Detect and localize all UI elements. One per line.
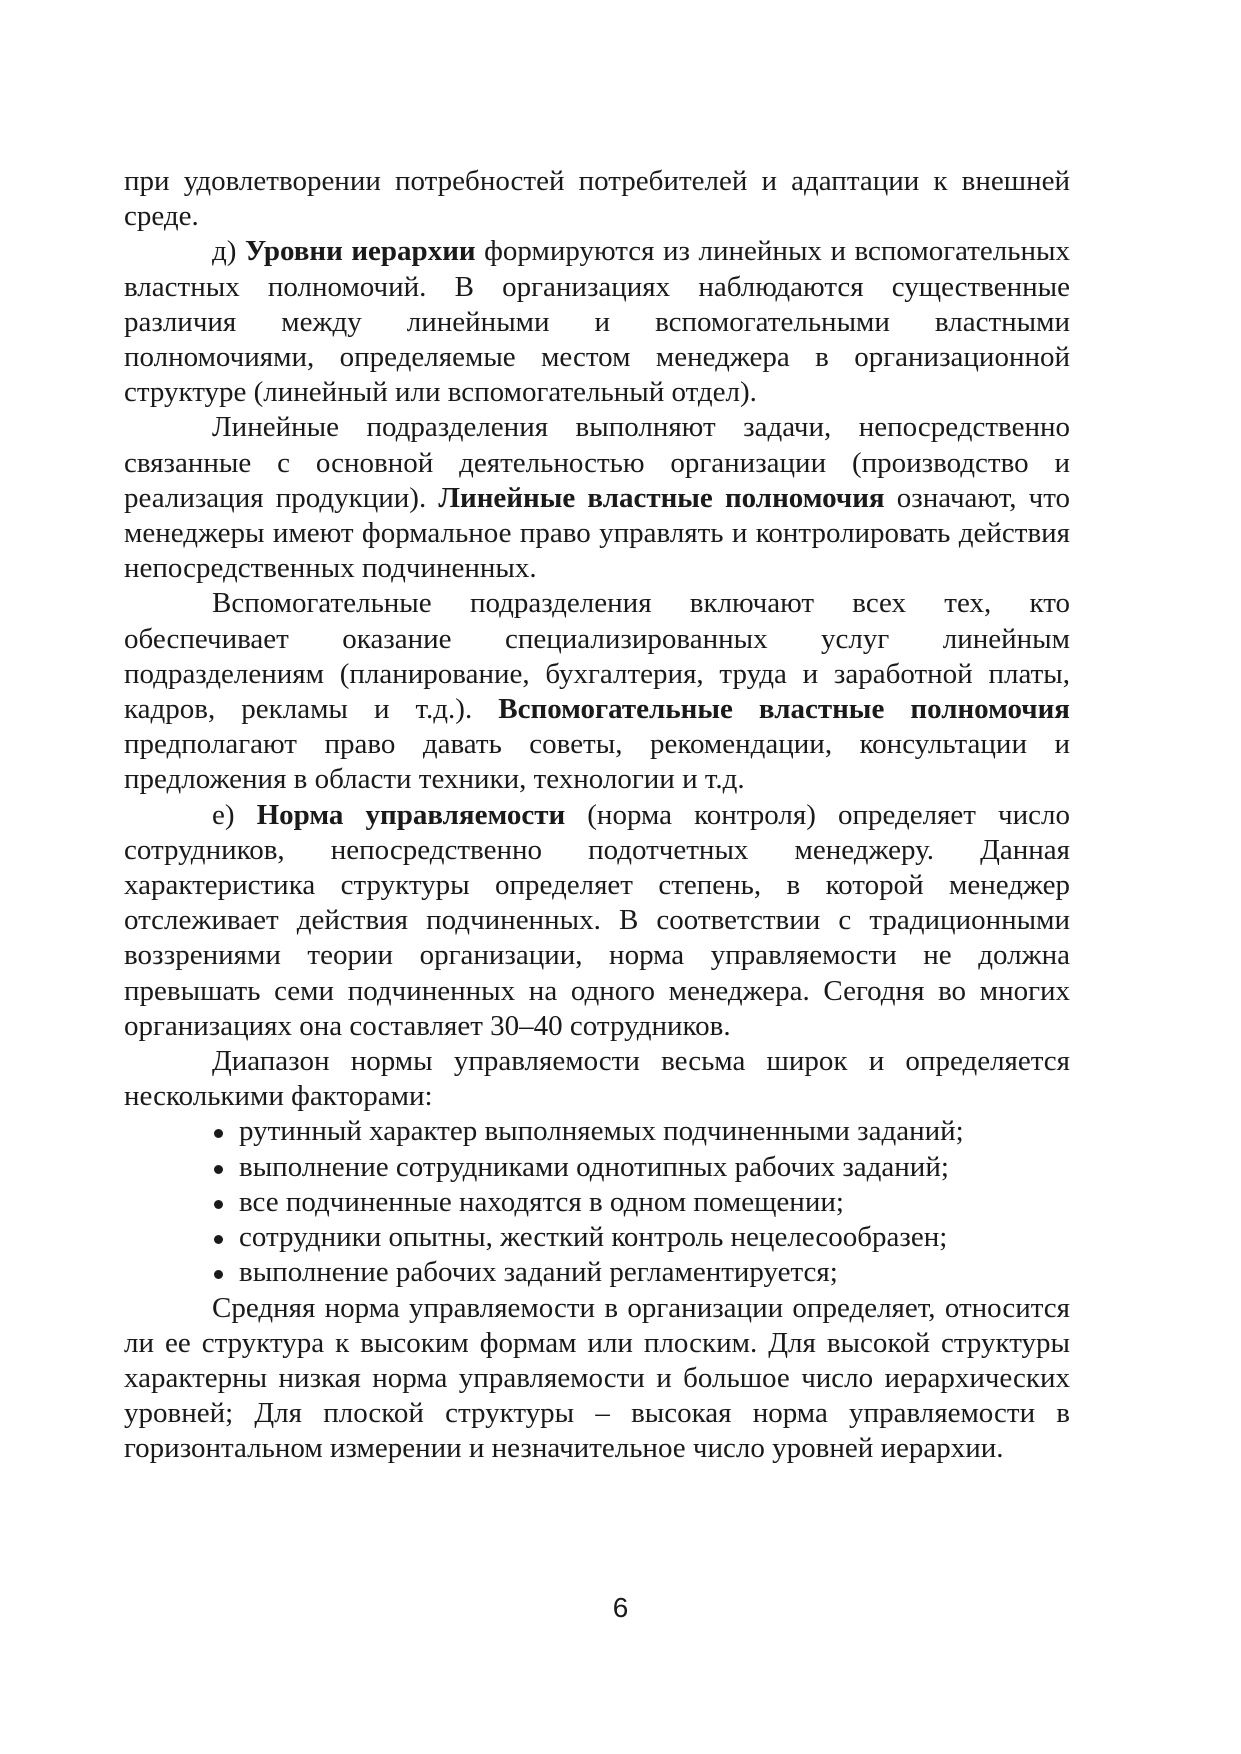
paragraph-hierarchy-levels <box>124 234 1070 410</box>
list-marker: д) <box>212 235 245 268</box>
bullet-icon <box>214 1129 223 1138</box>
list-item-text: выполнение рабочих заданий регламентируется; <box>239 1256 838 1289</box>
list-item-text: выполнение сотрудниками однотипных рабочих заданий; <box>239 1150 949 1183</box>
term-staff-authority: Вспомогательные властные полномочия <box>498 693 1070 726</box>
paragraph-factors-intro: Диапазон нормы управляемости весьма широк и определяется несколькими факторами: <box>124 1045 1070 1113</box>
term-span-of-control: Норма управляемости <box>256 798 566 831</box>
paragraph-staff-units <box>124 586 1070 797</box>
document-page <box>124 164 1070 1467</box>
list-item-text: все подчиненные находятся в одном помещении; <box>239 1185 844 1218</box>
term-hierarchy-levels: Уровни иерархии <box>244 235 476 268</box>
paragraph-text: предполагают право давать советы, рекомендации, консультации и предложения в области техники, технологии и т.д. <box>124 728 1070 796</box>
paragraph-text: означают, что менеджеры имеют формальное право управлять и контролировать действия непосредственных подчиненных. <box>124 481 1071 585</box>
list-item-text: сотрудники опытны, жесткий контроль нецелесообразен; <box>239 1221 948 1254</box>
paragraph-text: Вспомогательные подразделения включают всех тех, кто обеспечивает оказание специализированных услуг линейным подразделениям (планирование, бухгалтерия, труда и заработной платы, кадров, рекламы и т.д.). <box>124 587 1070 726</box>
paragraph-span-of-control <box>124 798 1070 1044</box>
factors-list <box>124 1114 1070 1290</box>
paragraph-continuation: при удовлетворении потребностей потребителей и адаптации к внешней среде. <box>124 165 1070 233</box>
bullet-icon <box>214 1235 223 1244</box>
paragraph-text: формируются из линейных и вспомогательных властных полномочий. В организациях наблюдаются существенные различия между линейными и вспомогательными властными полномочиями, определяемые местом менеджера в организационной структуре (линейный или вспомогательный отдел). <box>124 235 1070 409</box>
list-item <box>212 1150 1070 1185</box>
list-item <box>212 1220 1070 1255</box>
bullet-icon <box>214 1200 223 1209</box>
list-item <box>212 1255 1070 1290</box>
list-item-text: рутинный характер выполняемых подчиненными заданий; <box>239 1115 964 1148</box>
paragraph-average-span: Средняя норма управляемости в организации определяет, относится ли ее структура к высоким формам или плоским. Для высокой структуры характерны низкая норма управляемости и большое число иерархических уровней; Для плоской структуры – высокая норма управляемости в горизонтальном измерении и незначительное число уровней иерархии. <box>124 1291 1070 1465</box>
paragraph-text: (норма контроля) определяет число сотрудников, непосредственно подотчетных менеджеру. Данная характеристика структуры определяет степень, в которой менеджер отслеживает действия подчиненных. В соответствии с традиционными воззрениями теории организации, норма управляемости не должна превышать семи подчиненных на одного менеджера. Сегодня во многих организациях она составляет 30–40 сотрудников. <box>124 798 1070 1042</box>
paragraph-line-units <box>124 410 1070 586</box>
bullet-icon <box>214 1270 223 1279</box>
term-line-authority: Линейные властные полномочия <box>438 481 885 514</box>
list-item <box>212 1114 1070 1149</box>
list-item <box>212 1185 1070 1220</box>
paragraph-text: Линейные подразделения выполняют задачи, непосредственно связанные с основной деятельностью организации (производство и реализация продукции). <box>124 411 1070 514</box>
page-number: 6 <box>612 1592 629 1623</box>
bullet-icon <box>214 1165 223 1174</box>
list-marker: е) <box>212 798 257 831</box>
